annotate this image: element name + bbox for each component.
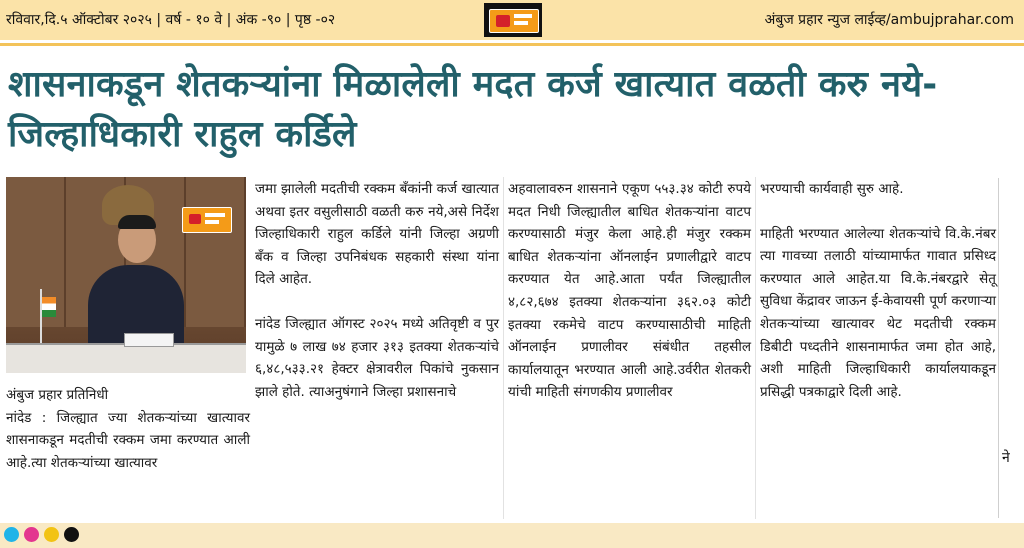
edge-mark: ने xyxy=(1002,450,1010,466)
cyan-dot-icon xyxy=(4,527,19,542)
column-divider xyxy=(503,177,504,519)
black-dot-icon xyxy=(64,527,79,542)
article-byline xyxy=(6,384,250,474)
flag-icon xyxy=(42,297,56,317)
col3-paragraph-1: भरण्याची कार्यवाही सुरु आहे. xyxy=(760,181,904,197)
col3-paragraph-2: माहिती भरण्यात आलेल्या शेतकऱ्यांचे वि.के.नंबर त्या गावच्या तलाठी यांच्यामार्फत गावात प्रसिध्द करण्यात आले आहेत.या वि.के.नंबरद्वारे सेतू सुविधा केंद्रावर जाऊन ई-केवायसी पूर्ण करणाऱ्या शेतकऱ्यांच्या खात्यावर थेट मदतीची रक्कम डिबीटी पध्दतीने शासनामार्फत जमा होत आहे, अशी माहिती जिल्हाधिकारी कार्यालयाकडून प्रसिद्धी पत्रकाद्वारे दिली आहे. xyxy=(760,225,996,400)
masthead-date-line: रविवार,दि.५ ऑक्टोबर २०२५ | वर्ष - १० वे | अंक -९० | पृष्ठ -०२ xyxy=(6,12,336,28)
masthead-divider xyxy=(0,43,1024,46)
reporter-name: अंबुज प्रहार प्रतिनिधी xyxy=(6,387,109,403)
collector-photo xyxy=(6,177,246,373)
page-edge xyxy=(998,178,999,518)
article-column-3 xyxy=(760,178,996,403)
newspaper-logo-icon[interactable] xyxy=(484,3,542,37)
nameplate xyxy=(124,333,174,347)
magenta-dot-icon xyxy=(24,527,39,542)
masthead-site[interactable]: अंबुज प्रहार न्युज लाईव्ह/ambujprahar.com xyxy=(764,12,1014,28)
col1-paragraph-2: नांदेड जिल्ह्यात ऑगस्ट २०२५ मध्ये अतिवृष्टी व पुर यामुळे ७ लाख ७४ हजार ३१३ इतक्या शेतकऱ्यांचे ६,४८,५३३.२१ हेक्टर क्षेत्रावरील पिकांचे नुकसान झाले होते. त्याअनुषंगाने जिल्हा प्रशासनाचे xyxy=(255,315,499,400)
col2-paragraph-1: अहवालावरुन शासनाने एकूण ५५३.३४ कोटी रुपये मदत निधी जिल्ह्यातील बाधित शेतकऱ्यांना वाटप करण्यासाठी मंजुर केला आहे.ही मंजुर रक्कम बाधित शेतकऱ्यांना ऑनलाईन प्रणालीद्वारे वाटप करण्यात येत आहे.आता पर्यंत जिल्ह्यातील ४,८२,६७४ इतक्या शेतकऱ्यांना ३६२.०३ कोटी इतक्या रकमेचे वाटप करण्यासाठीची माहिती ऑनलाईन प्रणालीवर संबंधीत तहसील कार्यालयातून भरण्यात आली आहे.उर्वरीत शेतकरी यांची माहिती संगणकीय प्रणालीवर xyxy=(508,181,751,401)
yellow-dot-icon xyxy=(44,527,59,542)
column-divider xyxy=(755,177,756,519)
logo-badge xyxy=(489,9,539,33)
lead-paragraph: नांदेड : जिल्ह्यात ज्या शेतकऱ्यांच्या खात्यावर शासनाकडून मदतीची रक्कम जमा करण्यात आली आहे.त्या शेतकऱ्यांच्या खात्यावर xyxy=(6,409,250,471)
newspaper-logo-small-icon xyxy=(182,207,232,233)
footer-strip xyxy=(0,523,1024,548)
article-column-1 xyxy=(255,178,499,403)
masthead-strip xyxy=(0,0,1024,40)
article-column-2 xyxy=(508,178,751,404)
article-headline: शासनाकडून शेतकऱ्यांना मिळालेली मदत कर्ज खात्यात वळती करु नये-जिल्हाधिकारी राहुल कर्डिले xyxy=(8,64,938,155)
col1-paragraph-1: जमा झालेली मदतीची रक्कम बँकांनी कर्ज खात्यात अथवा इतर वसुलीसाठी वळती करु नये,असे निर्देश जिल्हाधिकारी राहुल कर्डिले यांनी जिल्हा अग्रणी बँक व जिल्हा उपनिबंधक सहकारी संस्था यांना दिले आहेत. xyxy=(255,181,499,288)
